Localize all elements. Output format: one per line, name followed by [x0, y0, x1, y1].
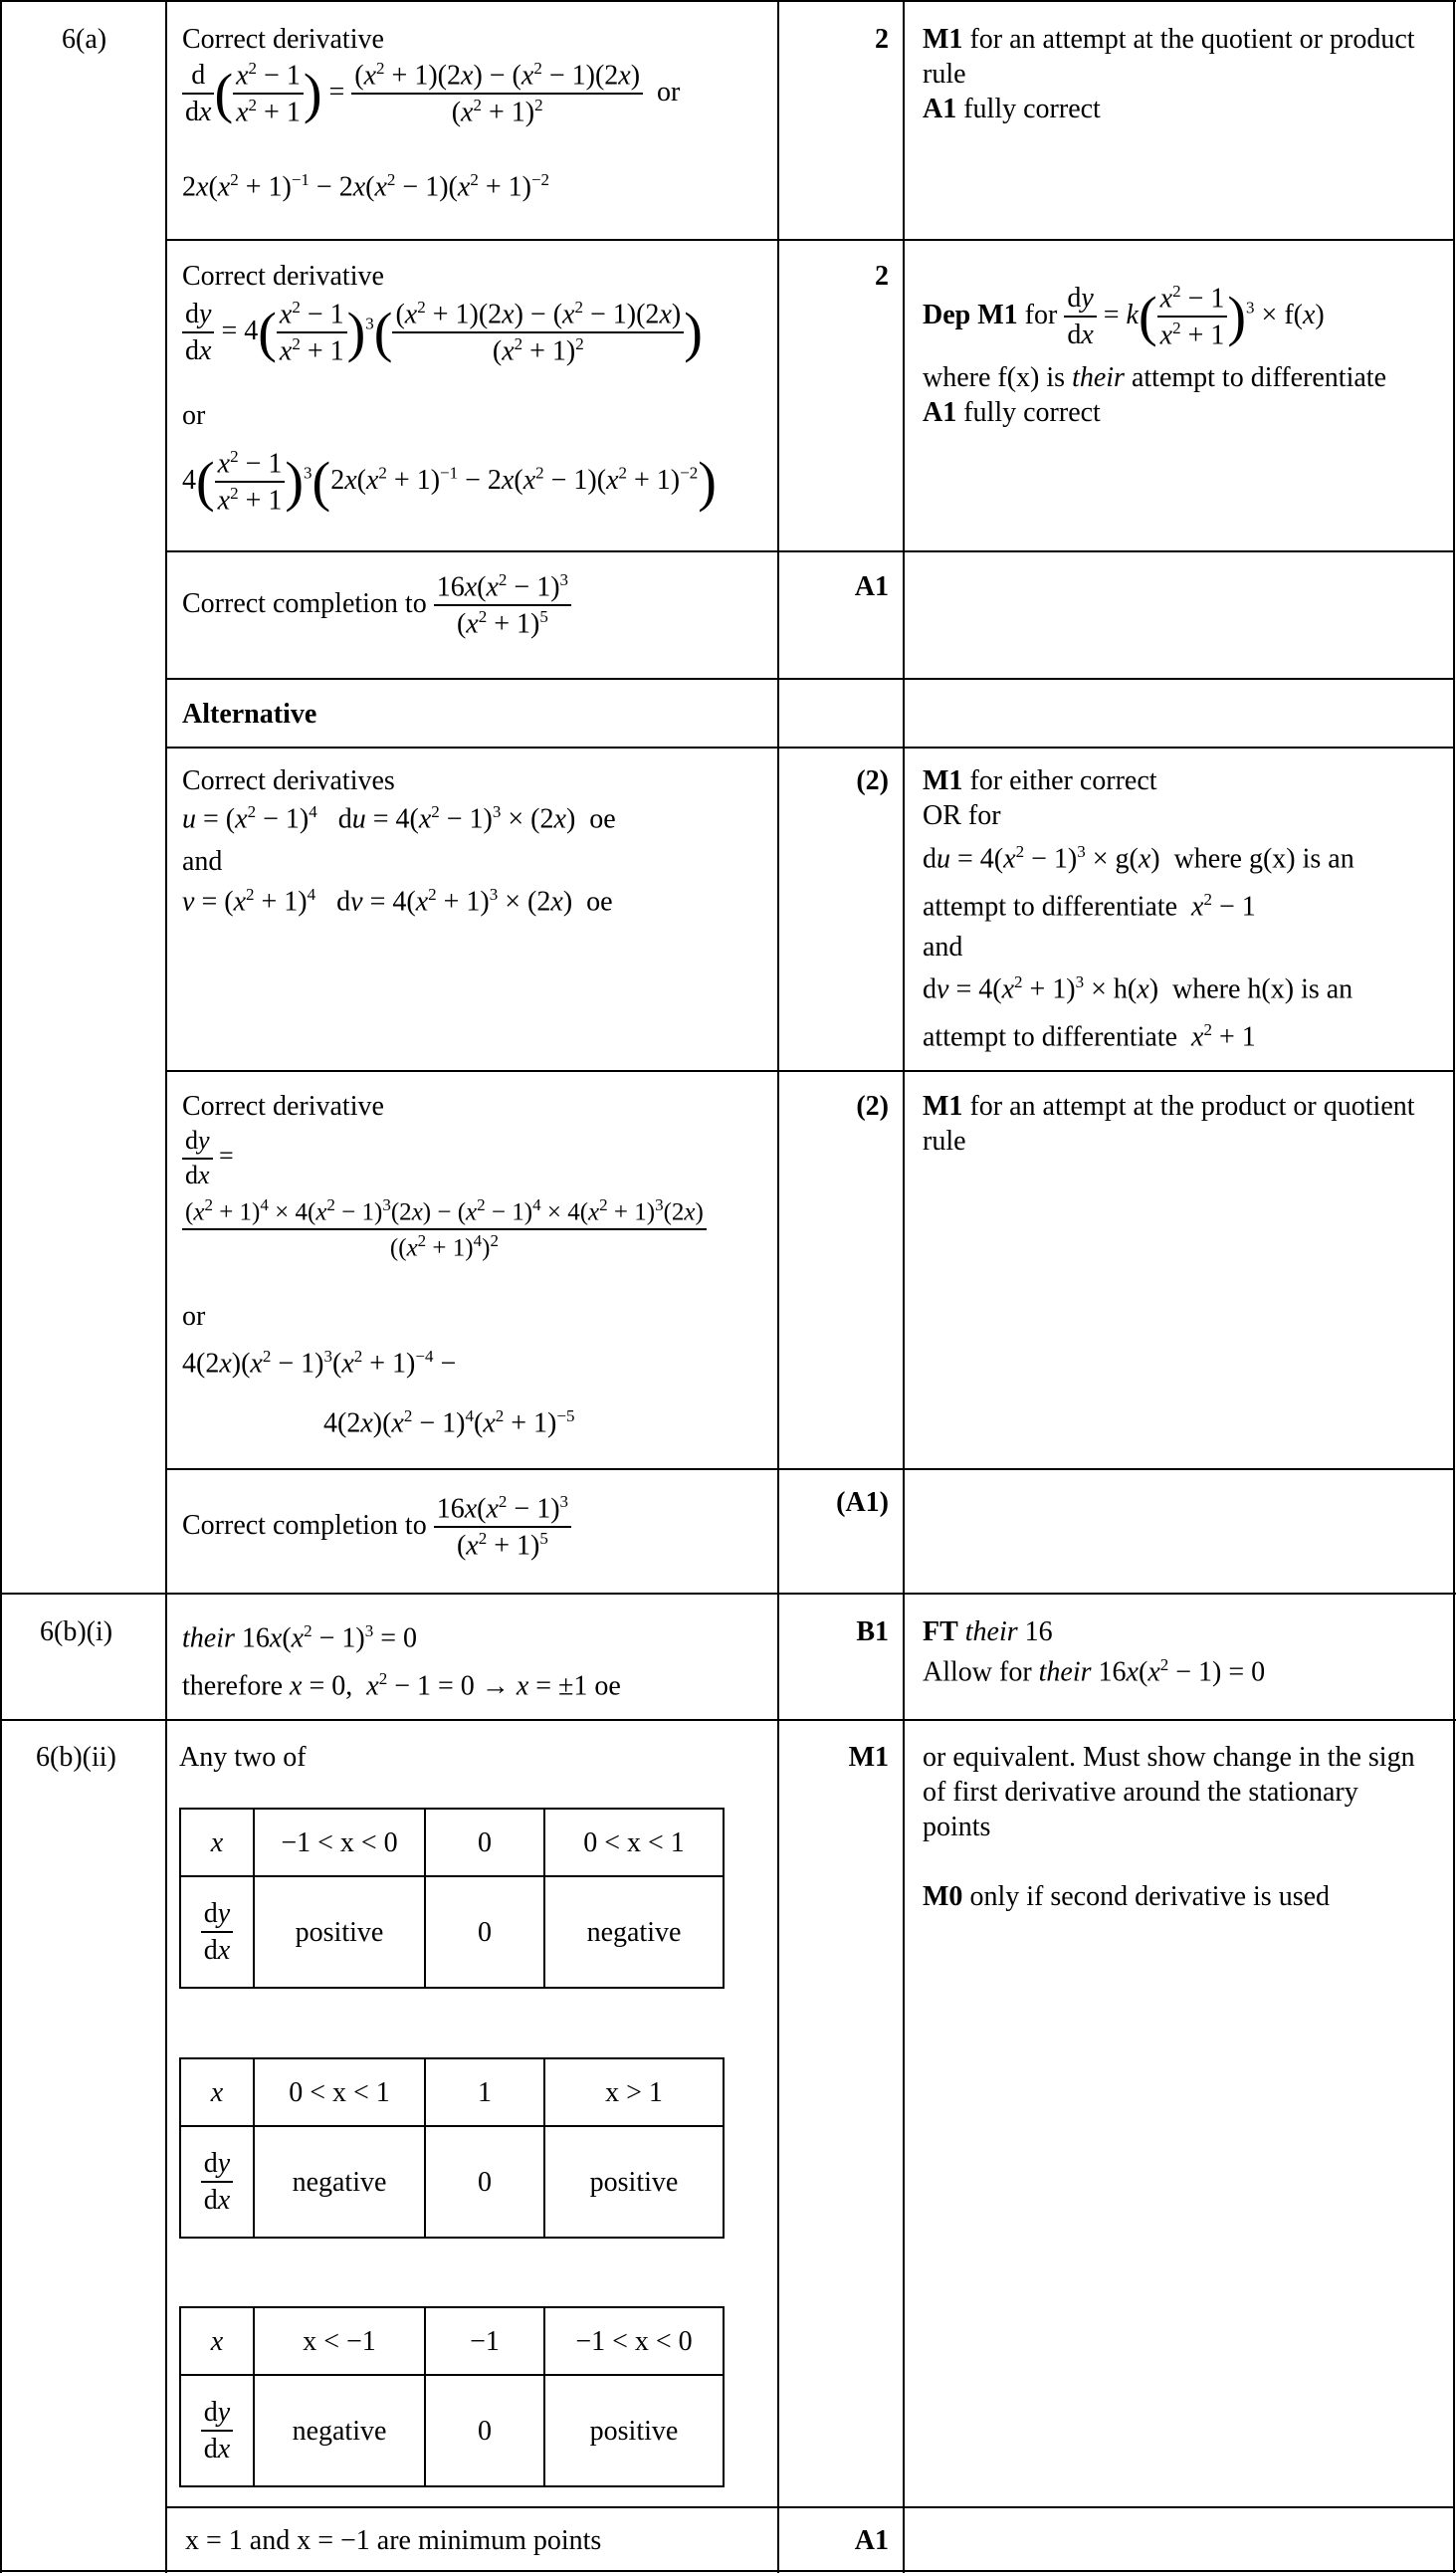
sign-table-col: 0 < x < 1: [254, 2058, 425, 2126]
divider-h2: [165, 550, 1455, 552]
part2-heading: Correct derivative: [182, 261, 384, 292]
part2-guidance-line3: A1 fully correct: [923, 397, 1101, 428]
sign-table-x-header: x: [180, 2307, 254, 2375]
border-bottom: [0, 2570, 1456, 2572]
divider-v3: [903, 0, 905, 2573]
question-label-6bii: 6(b)(ii): [36, 1742, 116, 1773]
part6-marks: (A1): [836, 1487, 889, 1518]
part4-marks: (2): [856, 765, 889, 796]
part5-guidance: M1 for an attempt at the product or quotient rule: [923, 1091, 1415, 1157]
sign-table-col: 0: [425, 1809, 544, 1876]
part5-alt-expression-2: $4(2x)(x^2 - 1)^4(x^2 + 1)^{-5}$: [323, 1406, 575, 1439]
sign-table-x-header: x: [180, 2058, 254, 2126]
alternative-heading: Alternative: [182, 699, 317, 730]
part2-guidance: Dep M1 for $\frac{dy}{dx}$ = k( $\frac{x^2 - 1}{x^2 + 1}$ )$^3$ × f(x): [923, 282, 1325, 351]
sign-table-col: x < −1: [254, 2307, 425, 2375]
divider-h1: [165, 239, 1455, 241]
question-label-6a: 6(a): [62, 24, 107, 55]
part2-or: or: [182, 400, 206, 431]
6bi-guidance-1: FT their 16: [923, 1616, 1053, 1647]
border-right: [1453, 0, 1455, 2573]
divider-h5: [165, 1070, 1455, 1072]
part2-guidance-line2: where f(x) is their attempt to differentiate: [923, 362, 1386, 393]
part4-v-expression: $v = (x^2 + 1)^4$ dv = $4(x^2 + 1)^3 \times (2x)$ oe: [182, 885, 613, 918]
part3-marks: A1: [854, 571, 889, 602]
6bii-marks: M1: [848, 1742, 889, 1773]
sign-table-3: [179, 2306, 725, 2487]
sign-table-x-header: x: [180, 1809, 254, 1876]
divider-h6: [165, 1468, 1455, 1470]
sign-table-dydx-header: $\frac{dy}{dx}$: [180, 2126, 254, 2238]
divider-h9: [165, 2506, 1455, 2508]
border-left: [0, 0, 2, 2573]
part4-guidance-5: and: [923, 932, 963, 963]
part1-or: or: [657, 76, 681, 107]
part4-and: and: [182, 846, 223, 877]
part4-guidance-2: OR for: [923, 800, 1001, 831]
6bii-guidance-m0: M0 only if second derivative is used: [923, 1881, 1331, 1912]
divider-h4: [165, 747, 1455, 749]
part4-guidance-1: M1 for either correct: [923, 765, 1157, 796]
part2-alt-expression: 4( $\frac{x^2 - 1}{x^2 + 1}$ )$^3(2x(x^2 + 1)^{-1} - 2x(x^2 - 1)(x^2 + 1)^{-2})$: [182, 447, 717, 517]
sign-table-dydx-header: $\frac{dy}{dx}$: [180, 2375, 254, 2486]
6bi-guidance-2: Allow for their $16x(x^2 - 1) = 0$: [923, 1655, 1266, 1688]
6bi-line2: therefore x = 0, $x^2 - 1 = 0 \to x = \pm 1$ oe: [182, 1669, 621, 1702]
part5-dydx: $\frac{dy}{dx}$ =: [182, 1125, 234, 1191]
part5-alt-expression-1: $4(2x)(x^2 - 1)^3(x^2 + 1)^{-4}$ −: [182, 1347, 457, 1380]
divider-h3: [165, 678, 1455, 680]
part5-derivative-expression: $\frac{(x^2 + 1)^4 \times 4(x^2 - 1)^3(2x) - (x^2 - 1)^4 \times 4(x^2 + 1)^3(2x)}{((x^2 + 1)^4)^2}$: [182, 1194, 707, 1263]
sign-table-val: 0: [425, 2375, 544, 2486]
sign-table-val: negative: [544, 1876, 724, 1988]
part4-guidance-6: dv = $4(x^2 + 1)^3 \times h(x)$ where h(x) is an: [923, 972, 1353, 1005]
divider-v2: [777, 0, 779, 2573]
sign-table-val: positive: [544, 2375, 724, 2486]
part5-heading: Correct derivative: [182, 1091, 384, 1122]
part4-u-expression: $u = (x^2 - 1)^4$ du = $4(x^2 - 1)^3 \times (2x)$ oe: [182, 802, 616, 835]
6bi-marks: B1: [856, 1616, 889, 1647]
question-label-6bi: 6(b)(i): [40, 1616, 113, 1647]
part2-marks: 2: [875, 261, 889, 292]
sign-table-val: negative: [254, 2126, 425, 2238]
sign-table-val: positive: [254, 1876, 425, 1988]
6bii-intro: Any two of: [179, 1742, 307, 1773]
part1-heading: Correct derivative: [182, 24, 384, 55]
6bii-conclusion-marks: A1: [854, 2525, 889, 2556]
part5-marks: (2): [856, 1091, 889, 1122]
part6-completion: Correct completion to $\frac{16x(x^2 - 1)^3}{(x^2 + 1)^5}$: [182, 1491, 571, 1564]
part4-guidance-3: du = $4(x^2 - 1)^3 \times g(x)$ where g(x) is an: [923, 842, 1354, 875]
sign-table-2: [179, 2057, 725, 2239]
sign-table-1: [179, 1808, 725, 1989]
sign-table-col: −1 < x < 0: [254, 1809, 425, 1876]
sign-table-val: positive: [544, 2126, 724, 2238]
sign-table-dydx-header: $\frac{dy}{dx}$: [180, 1876, 254, 1988]
6bii-guidance-1: or equivalent. Must show change in the sign of first derivative around the stationary points: [923, 1742, 1415, 1842]
divider-h7: [0, 1593, 1456, 1595]
part3-completion: Correct completion to $\frac{16x(x^2 - 1)^3}{(x^2 + 1)^5}$: [182, 569, 571, 642]
border-top: [0, 0, 1456, 2]
sign-table-val: 0: [425, 2126, 544, 2238]
part4-guidance-7: attempt to differentiate $x^2 + 1$: [923, 1020, 1256, 1053]
part5-or: or: [182, 1301, 206, 1332]
part1-alt-expression: $2x(x^2 + 1)^{-1} - 2x(x^2 - 1)(x^2 + 1)^{-2}$: [182, 170, 550, 203]
6bii-conclusion: x = 1 and x = −1 are minimum points: [185, 2525, 602, 2556]
part1-derivative-expression: $\frac{d}{dx}$ ( $\frac{x^2 - 1}{x^2 + 1}$ ) = $\frac{(x^2 + 1)(2x) - (x^2 - 1)(2x)}{(x^2 + 1)^2}$ or: [182, 58, 680, 130]
part4-heading: Correct derivatives: [182, 765, 395, 796]
sign-table-col: 0 < x < 1: [544, 1809, 724, 1876]
part1-marks: 2: [875, 24, 889, 55]
sign-table-col: 1: [425, 2058, 544, 2126]
divider-v1: [165, 0, 167, 2573]
part1-guidance: M1 for an attempt at the quotient or product rule A1 fully correct: [923, 24, 1415, 124]
6bi-line1: their $16x(x^2 - 1)^3 = 0$: [182, 1621, 418, 1654]
part2-derivative-expression: $\frac{dy}{dx}$ = 4( $\frac{x^2 - 1}{x^2 + 1}$ )$^3$( $\frac{(x^2 + 1)(2x) - (x^2 - 1)(2x)}{(x^2 + 1)^2}$ ): [182, 297, 703, 369]
sign-table-val: negative: [254, 2375, 425, 2486]
sign-table-col: −1 < x < 0: [544, 2307, 724, 2375]
part4-guidance-4: attempt to differentiate $x^2 - 1$: [923, 890, 1256, 923]
divider-h8: [0, 1719, 1456, 1721]
sign-table-col: x > 1: [544, 2058, 724, 2126]
sign-table-col: −1: [425, 2307, 544, 2375]
sign-table-val: 0: [425, 1876, 544, 1988]
